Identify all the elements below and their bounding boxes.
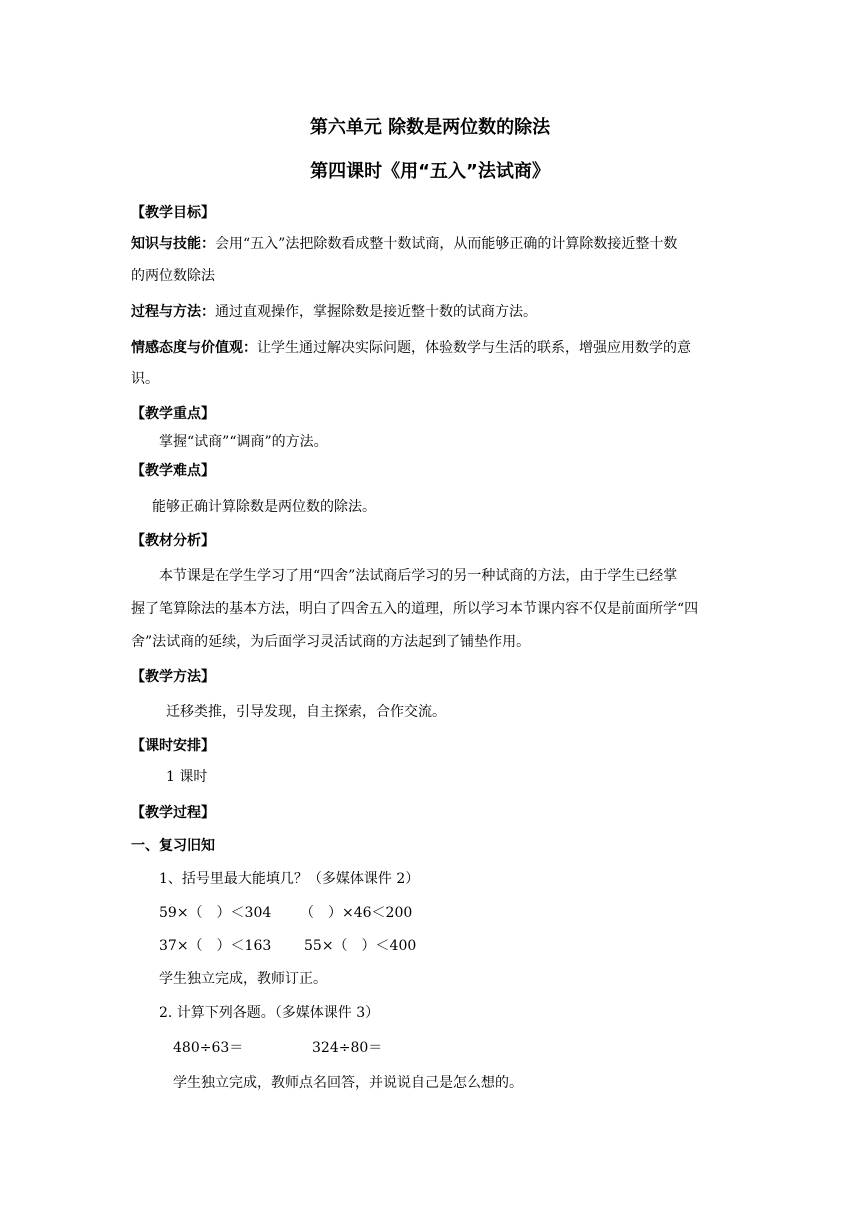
knowledge-text: 会用“五入”法把除数看成整十数试商，从而能够正确的计算除数接近整十数 [215, 236, 678, 252]
process-line [131, 302, 537, 322]
emotion-label: 情感态度与价值观： [131, 340, 257, 356]
process-label: 过程与方法： [131, 304, 215, 320]
difficulty-text: 能够正确计算除数是两位数的除法。 [152, 499, 376, 515]
analysis-line-2: 握了笔算除法的基本方法，明白了四舍五入的道理，所以学习本节课内容不仅是前面所学“四 [131, 601, 699, 617]
emotion-text: 让学生通过解决实际问题，体验数学与生活的联系，增强应用数学的意 [257, 340, 691, 356]
question-1-item-a: 59×（ ）＜304 [159, 905, 272, 921]
question-1-item-b: （ ）×46＜200 [300, 905, 413, 921]
key-heading: 【教学重点】 [131, 406, 215, 422]
emotion-line-1 [131, 338, 691, 358]
process-text: 通过直观操作，掌握除数是接近整十数的试商方法。 [215, 304, 537, 320]
method-text: 迁移类推，引导发现，自主探索，合作交流。 [166, 704, 446, 720]
schedule-text: 1 课时 [166, 769, 208, 785]
emotion-line-2: 识。 [131, 371, 159, 387]
difficulty-heading: 【教学难点】 [131, 463, 215, 479]
knowledge-label: 知识与技能： [131, 236, 215, 252]
key-text: 掌握“试商”“调商”的方法。 [159, 434, 328, 450]
question-2: 2. 计算下列各题。（多媒体课件 3） [159, 1005, 380, 1021]
page-title: 第六单元 除数是两位数的除法 [309, 117, 551, 138]
analysis-line-3: 舍”法试商的延续，为后面学习灵活试商的方法起到了铺垫作用。 [131, 634, 531, 650]
schedule-heading: 【课时安排】 [131, 738, 215, 754]
objectives-heading: 【教学目标】 [131, 205, 215, 221]
question-1-note: 学生独立完成，教师订正。 [159, 971, 327, 987]
analysis-heading: 【教材分析】 [131, 533, 215, 549]
review-heading: 一、复习旧知 [131, 838, 215, 854]
analysis-line-1: 本节课是在学生学习了用“四舍”法试商后学习的另一种试商的方法，由于学生已经掌 [159, 568, 678, 584]
question-2-item-a: 480÷63＝ [173, 1040, 244, 1056]
question-2-item-b: 324÷80＝ [312, 1040, 383, 1056]
page-subtitle: 第四课时《用“五入”法试商》 [310, 161, 550, 182]
question-1-item-d: 55×（ ）＜400 [304, 938, 417, 954]
question-1-item-c: 37×（ ）＜163 [159, 938, 272, 954]
knowledge-line-1 [131, 234, 677, 254]
method-heading: 【教学方法】 [131, 669, 215, 685]
knowledge-line-2: 的两位数除法 [131, 268, 215, 284]
question-2-note: 学生独立完成，教师点名回答，并说说自己是怎么想的。 [173, 1075, 523, 1091]
question-1: 1、括号里最大能填几？（多媒体课件 2） [159, 871, 420, 887]
teaching-process-heading: 【教学过程】 [131, 805, 215, 821]
